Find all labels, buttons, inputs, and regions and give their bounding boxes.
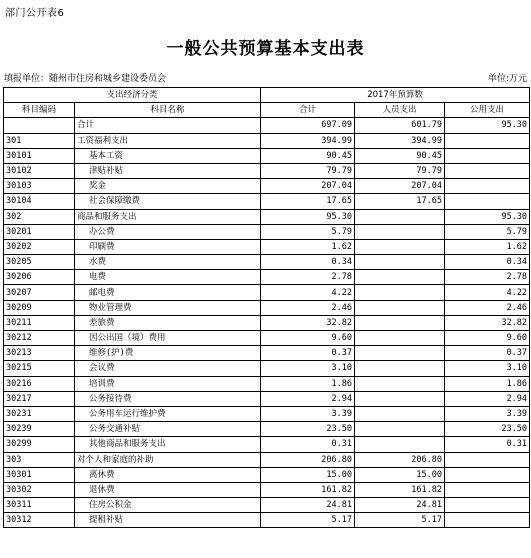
cell-public: 2.94 (445, 391, 530, 406)
cell-code: 30215 (4, 361, 75, 376)
column-header-personnel: 人员支出 (355, 103, 445, 118)
cell-code: 30299 (4, 437, 75, 452)
cell-code: 30213 (4, 346, 75, 361)
cell-total: 23.50 (261, 422, 355, 437)
cell-public (445, 179, 530, 194)
cell-public (445, 467, 530, 482)
cell-total: 0.34 (261, 255, 355, 270)
table-row (4, 163, 530, 178)
cell-name: 公务交通补贴 (75, 422, 261, 437)
cell-name: 社会保障缴费 (75, 194, 261, 209)
cell-personnel (355, 285, 445, 300)
cell-total: 15.00 (261, 467, 355, 482)
cell-total: 394.99 (261, 133, 355, 148)
cell-total: 4.22 (261, 285, 355, 300)
cell-name: 公务接待费 (75, 391, 261, 406)
column-header-code: 科目编码 (4, 103, 75, 118)
cell-total: 697.09 (261, 118, 355, 133)
cell-public (445, 482, 530, 497)
cell-personnel: 161.82 (355, 482, 445, 497)
cell-code: 30212 (4, 331, 75, 346)
cell-name: 印刷费 (75, 239, 261, 254)
table-row (4, 391, 530, 406)
currency-unit-label: 单位:万元 (487, 74, 527, 84)
table-row (4, 270, 530, 285)
cell-name: 离休费 (75, 467, 261, 482)
cell-personnel: 206.80 (355, 452, 445, 467)
column-header-public: 公用支出 (445, 103, 530, 118)
cell-public: 3.39 (445, 406, 530, 421)
cell-personnel: 394.99 (355, 133, 445, 148)
cell-total: 2.46 (261, 300, 355, 315)
cell-name: 差旅费 (75, 315, 261, 330)
cell-personnel (355, 376, 445, 391)
cell-personnel (355, 255, 445, 270)
cell-personnel: 90.45 (355, 148, 445, 163)
cell-code: 30207 (4, 285, 75, 300)
table-row (4, 437, 530, 452)
table-row (4, 331, 530, 346)
cell-code: 30231 (4, 406, 75, 421)
cell-total: 1.62 (261, 239, 355, 254)
table-row (4, 467, 530, 482)
column-header-name: 科目名称 (75, 103, 261, 118)
cell-code: 30239 (4, 422, 75, 437)
cell-public (445, 513, 530, 528)
column-header-total: 合计 (261, 103, 355, 118)
cell-code: 30101 (4, 148, 75, 163)
cell-total: 3.10 (261, 361, 355, 376)
table-row (4, 422, 530, 437)
cell-name: 物业管理费 (75, 300, 261, 315)
table-row-total (4, 118, 530, 133)
cell-public: 4.22 (445, 285, 530, 300)
cell-public: 1.62 (445, 239, 530, 254)
table-row (4, 194, 530, 209)
cell-personnel: 601.79 (355, 118, 445, 133)
cell-name: 基本工资 (75, 148, 261, 163)
table-row (4, 133, 530, 148)
cell-name: 维修(护)费 (75, 346, 261, 361)
cell-total: 1.86 (261, 376, 355, 391)
cell-personnel (355, 391, 445, 406)
cell-public (445, 194, 530, 209)
cell-public: 95.30 (445, 209, 530, 224)
cell-name: 邮电费 (75, 285, 261, 300)
table-row (4, 148, 530, 163)
cell-total: 90.45 (261, 148, 355, 163)
table-row (4, 239, 530, 254)
cell-code: 30201 (4, 224, 75, 239)
cell-code: 30312 (4, 513, 75, 528)
cell-total: 5.17 (261, 513, 355, 528)
table-row (4, 300, 530, 315)
cell-total: 0.31 (261, 437, 355, 452)
cell-total: 207.04 (261, 179, 355, 194)
group-header-budget-year: 2017年预算数 (261, 88, 530, 103)
table-row (4, 482, 530, 497)
table-row (4, 285, 530, 300)
cell-name: 对个人和家庭的补助 (75, 452, 261, 467)
cell-code: 301 (4, 133, 75, 148)
table-body (4, 118, 530, 528)
cell-public (445, 148, 530, 163)
cell-code: 30205 (4, 255, 75, 270)
group-header-row (4, 88, 530, 103)
cell-public: 3.10 (445, 361, 530, 376)
cell-code: 30311 (4, 498, 75, 513)
cell-code: 30206 (4, 270, 75, 285)
cell-personnel (355, 346, 445, 361)
cell-name: 其他商品和服务支出 (75, 437, 261, 452)
cell-public: 95.30 (445, 118, 530, 133)
table-row (4, 224, 530, 239)
cell-name: 合计 (75, 118, 261, 133)
page-title: 一般公共预算基本支出表 (166, 39, 365, 59)
cell-public: 23.50 (445, 422, 530, 437)
table-row (4, 406, 530, 421)
cell-personnel: 15.00 (355, 467, 445, 482)
cell-name: 电费 (75, 270, 261, 285)
cell-personnel: 207.04 (355, 179, 445, 194)
cell-public (445, 498, 530, 513)
cell-code: 30103 (4, 179, 75, 194)
cell-public (445, 452, 530, 467)
cell-total: 161.82 (261, 482, 355, 497)
cell-public: 0.37 (445, 346, 530, 361)
cell-public: 2.78 (445, 270, 530, 285)
cell-personnel (355, 437, 445, 452)
cell-code: 30104 (4, 194, 75, 209)
table-row (4, 315, 530, 330)
cell-public: 0.34 (445, 255, 530, 270)
cell-name: 会议费 (75, 361, 261, 376)
cell-total: 9.60 (261, 331, 355, 346)
cell-personnel (355, 209, 445, 224)
cell-personnel (355, 239, 445, 254)
cell-name: 因公出国（境）费用 (75, 331, 261, 346)
column-header-row (4, 103, 530, 118)
cell-name: 办公费 (75, 224, 261, 239)
table-row (4, 376, 530, 391)
cell-public: 0.31 (445, 437, 530, 452)
table-row (4, 209, 530, 224)
cell-personnel: 24.81 (355, 498, 445, 513)
cell-name: 住房公积金 (75, 498, 261, 513)
cell-personnel (355, 361, 445, 376)
cell-total: 17.65 (261, 194, 355, 209)
reporting-unit-label: 填报单位：随州市住房和城乡建设委员会 (4, 74, 167, 84)
table-number-label: 部门公开表6 (5, 8, 65, 19)
table-row (4, 513, 530, 528)
cell-public: 1.86 (445, 376, 530, 391)
cell-personnel (355, 224, 445, 239)
cell-personnel: 17.65 (355, 194, 445, 209)
cell-public: 32.82 (445, 315, 530, 330)
cell-personnel (355, 270, 445, 285)
cell-personnel (355, 300, 445, 315)
cell-code: 30216 (4, 376, 75, 391)
cell-personnel: 5.17 (355, 513, 445, 528)
cell-name: 退休费 (75, 482, 261, 497)
cell-total: 2.78 (261, 270, 355, 285)
cell-personnel (355, 331, 445, 346)
cell-total: 3.39 (261, 406, 355, 421)
cell-public: 9.60 (445, 331, 530, 346)
cell-name: 培训费 (75, 376, 261, 391)
cell-public (445, 133, 530, 148)
group-header-economic-class: 支出经济分类 (4, 88, 261, 103)
cell-total: 24.81 (261, 498, 355, 513)
table-row (4, 346, 530, 361)
cell-code: 30102 (4, 163, 75, 178)
cell-public: 5.79 (445, 224, 530, 239)
cell-name: 水费 (75, 255, 261, 270)
cell-name: 商品和服务支出 (75, 209, 261, 224)
cell-total: 5.79 (261, 224, 355, 239)
cell-total: 32.82 (261, 315, 355, 330)
cell-personnel (355, 406, 445, 421)
table-row (4, 255, 530, 270)
cell-name: 工资福利支出 (75, 133, 261, 148)
cell-code: 30211 (4, 315, 75, 330)
cell-name: 津贴补贴 (75, 163, 261, 178)
table-row (4, 498, 530, 513)
cell-personnel (355, 422, 445, 437)
cell-total: 79.79 (261, 163, 355, 178)
cell-total: 206.80 (261, 452, 355, 467)
cell-name: 提租补贴 (75, 513, 261, 528)
table-row (4, 179, 530, 194)
cell-personnel: 79.79 (355, 163, 445, 178)
cell-code: 30202 (4, 239, 75, 254)
cell-code: 303 (4, 452, 75, 467)
cell-code: 30302 (4, 482, 75, 497)
table-row (4, 361, 530, 376)
cell-name: 公务用车运行维护费 (75, 406, 261, 421)
cell-total: 0.37 (261, 346, 355, 361)
cell-personnel (355, 315, 445, 330)
cell-name: 奖金 (75, 179, 261, 194)
cell-total: 95.30 (261, 209, 355, 224)
cell-public (445, 163, 530, 178)
cell-code: 30217 (4, 391, 75, 406)
cell-code: 30209 (4, 300, 75, 315)
cell-code: 30301 (4, 467, 75, 482)
cell-code (4, 118, 75, 133)
cell-total: 2.94 (261, 391, 355, 406)
table-row (4, 452, 530, 467)
cell-public: 2.46 (445, 300, 530, 315)
cell-code: 302 (4, 209, 75, 224)
budget-table (3, 87, 530, 528)
